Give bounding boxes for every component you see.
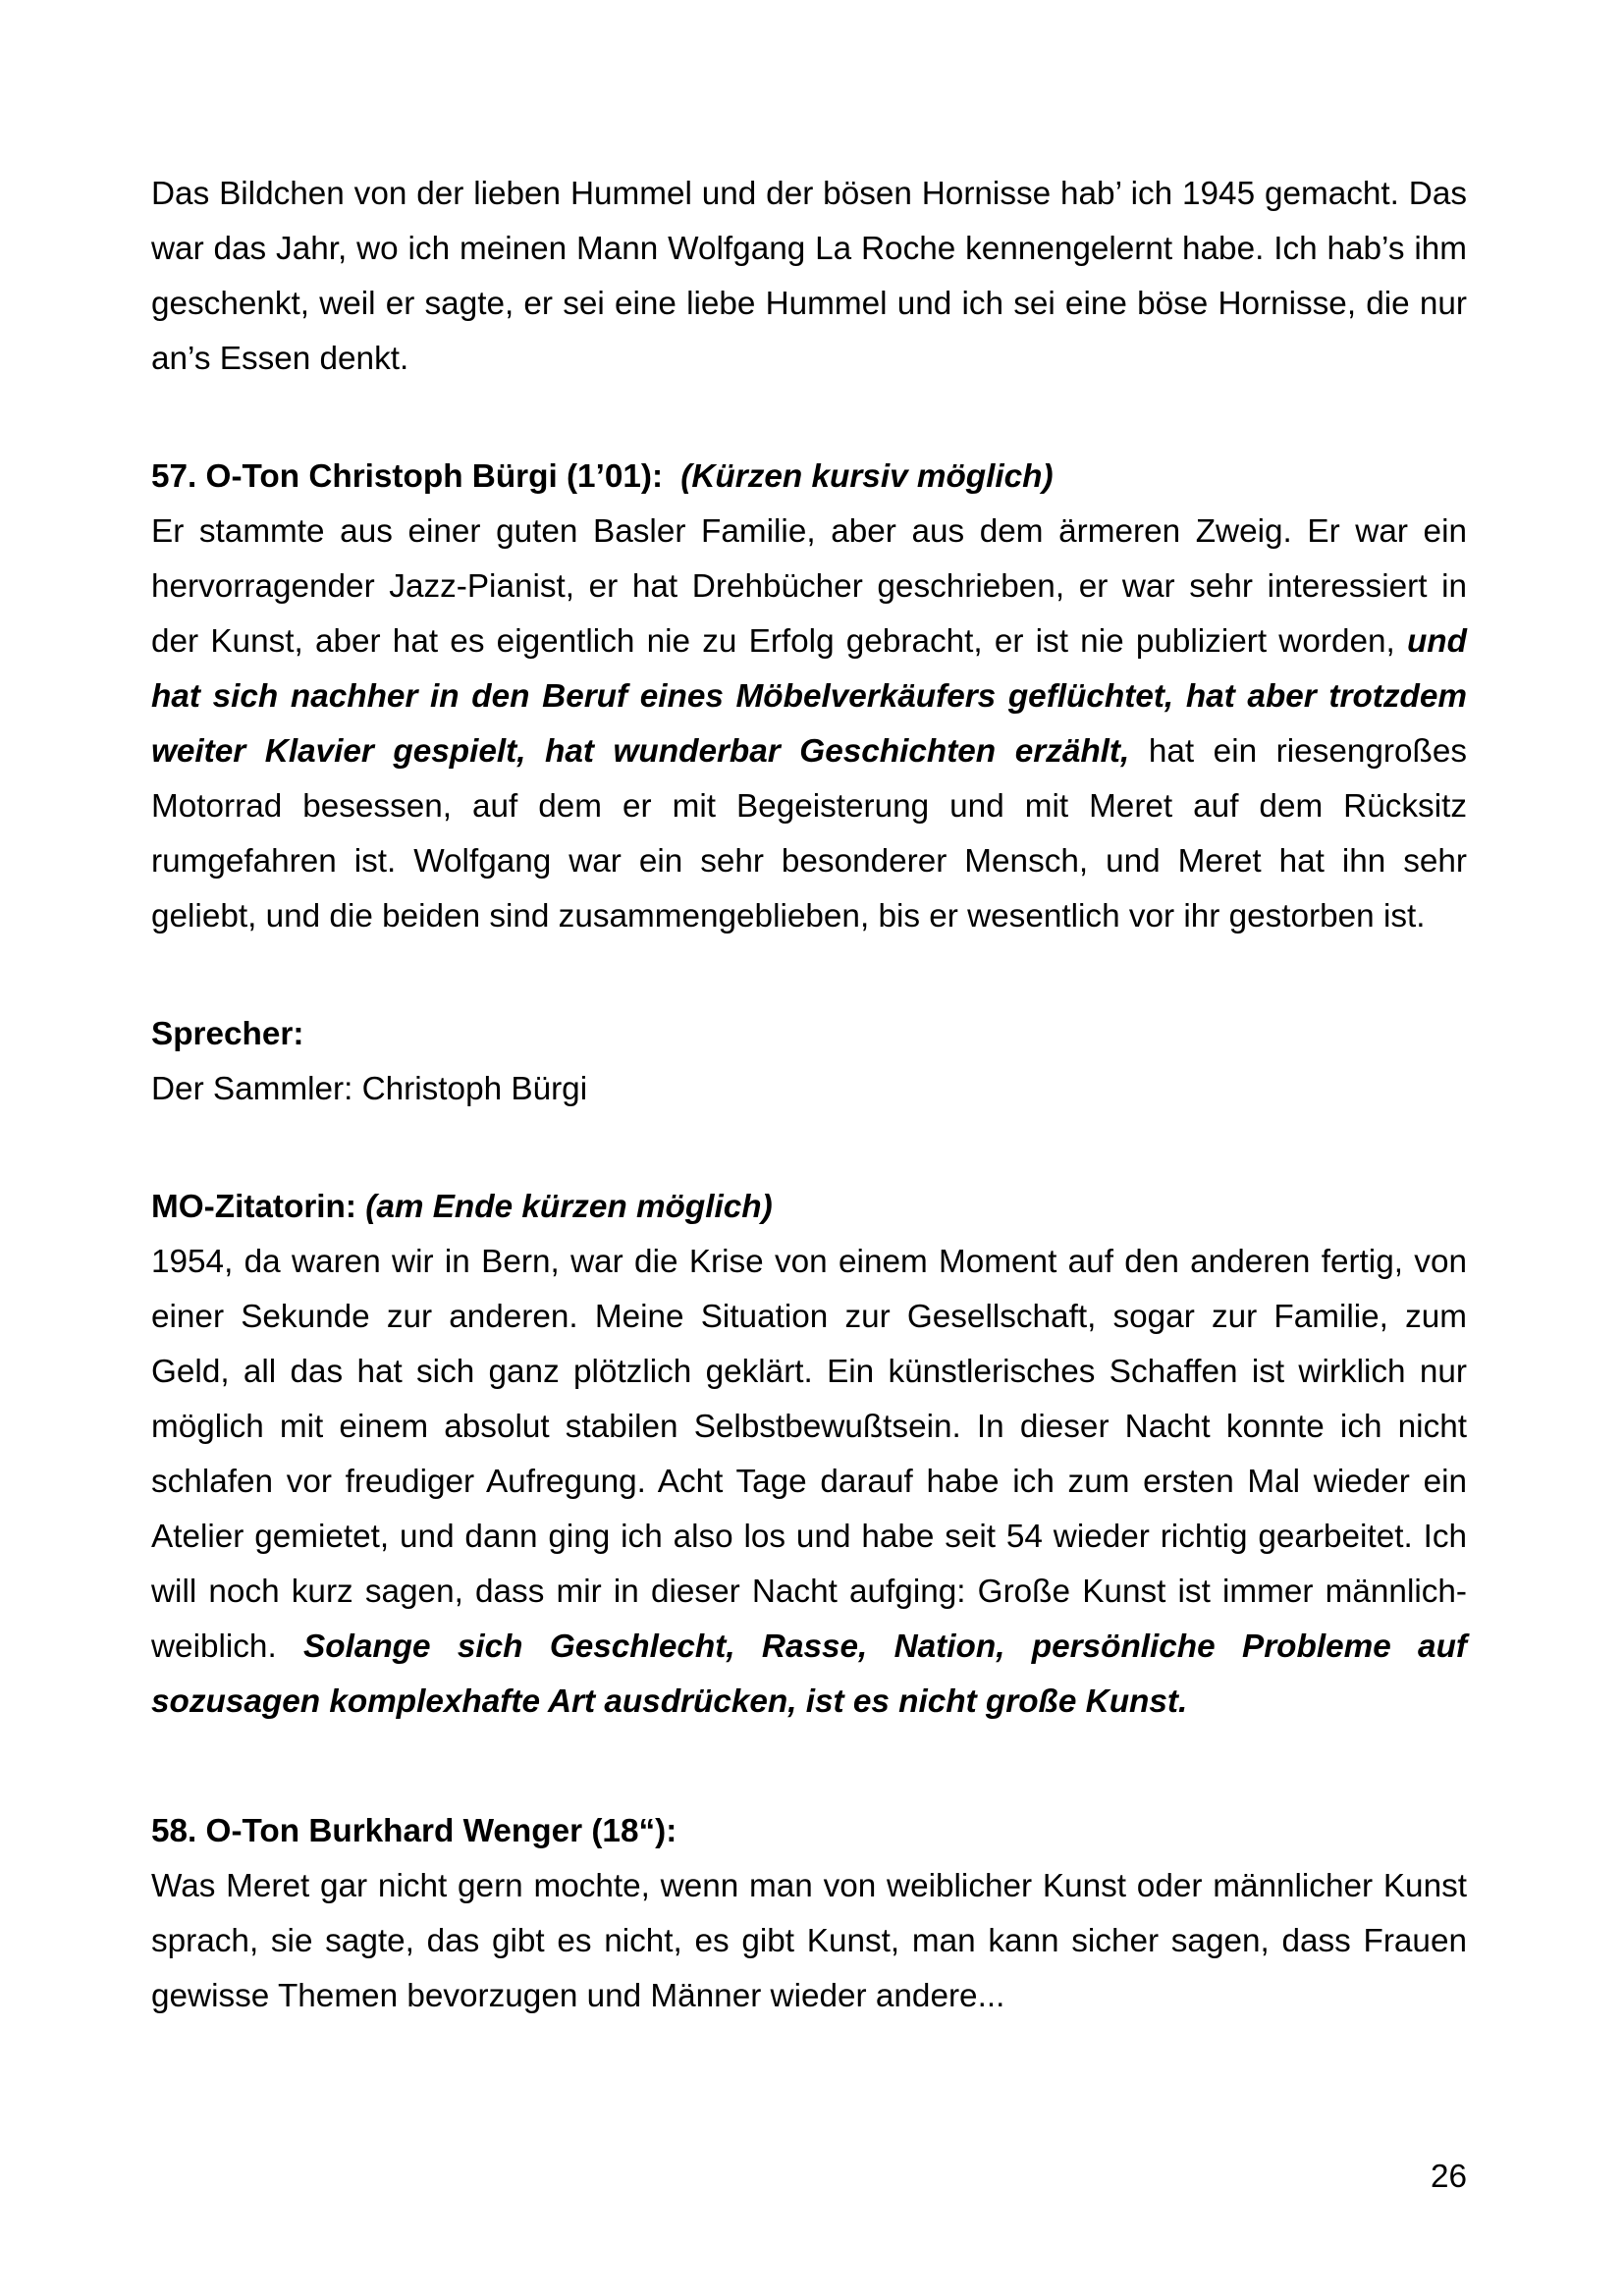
- mo-zitatorin-body: [151, 1235, 1467, 1730]
- section57-body-part2: hat ein riesengroßes Motorrad besessen, auf dem er mit Begeisterung und mit Meret auf dem Rücksitz rumgefahren ist. Wolfgang war ein sehr besonderer Mensch, und Meret hat ihn sehr geliebt, und die beiden sind zusammengeblieben, bis er wesentlich vor ihr gestorben ist.: [151, 733, 1467, 934]
- sprecher-label: Sprecher:: [151, 1016, 304, 1052]
- section57-heading-note: (Kürzen kursiv möglich): [680, 458, 1054, 495]
- section57-body: [151, 505, 1467, 944]
- page-number: 26: [1430, 2159, 1467, 2195]
- page-content: [151, 167, 1467, 2024]
- mo-zitatorin-heading-note: (am Ende kürzen möglich): [365, 1189, 773, 1225]
- mo-zitatorin-body-emphasis: Solange sich Geschlecht, Rasse, Nation, persönliche Probleme auf sozusagen komplexhafte Art ausdrücken, ist es nicht große Kunst.: [151, 1629, 1467, 1720]
- section58-heading: 58. O-Ton Burkhard Wenger (18“):: [151, 1813, 677, 1849]
- mo-zitatorin-heading: [151, 1180, 1467, 1235]
- section58-body: Was Meret gar nicht gern mochte, wenn man von weiblicher Kunst oder männlicher Kunst sprach, sie sagte, das gibt es nicht, es gibt Kunst, man kann sicher sagen, dass Frauen gewisse Themen bevorzugen und Männer wieder andere...: [151, 1868, 1467, 2014]
- sprecher-line: Der Sammler: Christoph Bürgi: [151, 1071, 588, 1107]
- mo-zitatorin-body-part1: 1954, da waren wir in Bern, war die Krise von einem Moment auf den anderen fertig, von einer Sekunde zur anderen. Meine Situation zur Gesellschaft, sogar zur Familie, zum Geld, all das hat sich ganz plötzlich geklärt. Ein künstlerisches Schaffen ist wirklich nur möglich mit einem absolut stabilen Selbstbewußtsein. In dieser Nacht konnte ich nicht schlafen vor freudiger Aufregung. Acht Tage darauf habe ich zum ersten Mal wieder ein Atelier gemietet, und dann ging ich also los und habe seit 54 wieder richtig gearbeitet. Ich will noch kurz sagen, dass mir in dieser Nacht aufging: Große Kunst ist immer männlich-weiblich.: [151, 1244, 1467, 1665]
- paragraph-intro: Das Bildchen von der lieben Hummel und der bösen Hornisse hab’ ich 1945 gemacht. Das war das Jahr, wo ich meinen Mann Wolfgang La Roche kennengelernt habe. Ich hab’s ihm geschenkt, weil er sagte, er sei eine liebe Hummel und ich sei eine böse Hornisse, die nur an’s Essen denkt.: [151, 176, 1467, 377]
- section57-heading: [151, 450, 1467, 505]
- section57-body-emphasis: und hat sich nachher in den Beruf eines Möbelverkäufers geflüchtet, hat aber trotzdem weiter Klavier gespielt, hat wunderbar Geschichten erzählt,: [151, 623, 1467, 770]
- section57-body-part1: Er stammte aus einer guten Basler Familie, aber aus dem ärmeren Zweig. Er war ein hervorragender Jazz-Pianist, er hat Drehbücher geschrieben, er war sehr interessiert in der Kunst, aber hat es eigentlich nie zu Erfolg gebracht, er ist nie publiziert worden,: [151, 513, 1467, 660]
- section57-heading-main: 57. O-Ton Christoph Bürgi (1’01):: [151, 458, 673, 495]
- mo-zitatorin-heading-main: MO-Zitatorin:: [151, 1189, 366, 1225]
